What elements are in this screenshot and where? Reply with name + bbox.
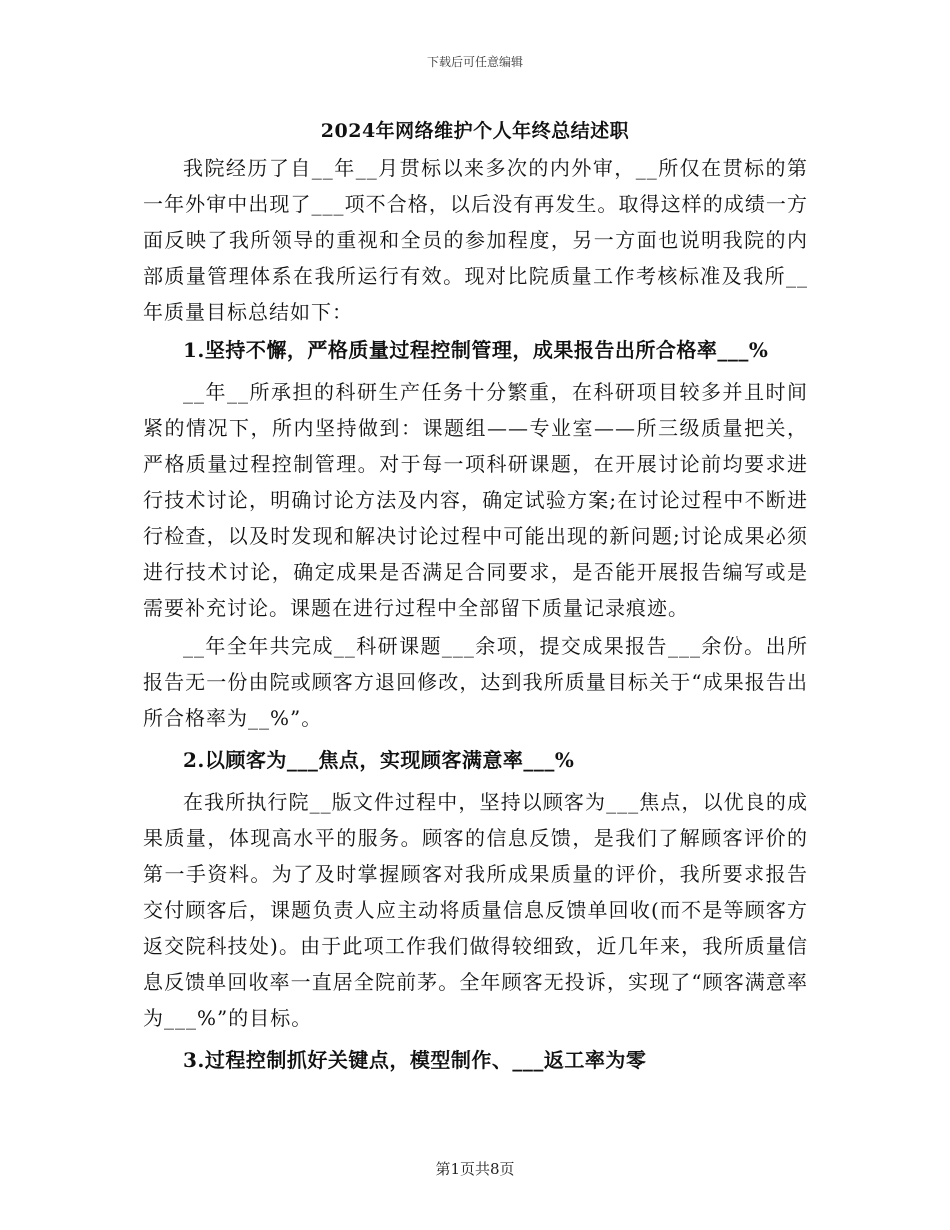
page-indicator: 第1页共8页 [435,1160,515,1178]
intro-paragraph: 我院经历了自__年__月贯标以来多次的内外审，__所仅在贯标的第一年外审中出现了___项不合格，以后没有再发生。取得这样的成绩一方面反映了我所领导的重视和全员的参加程度，另一方面也说明我院的内部质量管理体系在我所运行有效。现对比院质量工作考核标准及我所__年质量目标总结如下： [143,156,808,324]
section-1-heading: 1.坚持不懈，严格质量过程控制管理，成果报告出所合格率___% [183,338,769,362]
header-note: 下载后可任意编辑 [426,55,523,69]
section-1-paragraph-2: __年全年共完成__科研课题___余项，提交成果报告___余份。出所报告无一份由院或顾客方退回修改，达到我所质量目标关于“成果报告出所合格率为__%”。 [143,634,808,730]
document-title: 2024年网络维护个人年终总结述职 [320,120,630,142]
document-body [143,150,808,1084]
section-1-paragraph-1: __年__所承担的科研生产任务十分繁重，在科研项目较多并且时间紧的情况下，所内坚持做到：课题组——专业室——所三级质量把关，严格质量过程控制管理。对于每一项科研课题，在开展讨论前均要求进行技术讨论，明确讨论方法及内容，确定试验方案;在讨论过程中不断进行检查，以及时发现和解决讨论过程中可能出现的新问题;讨论成果必须进行技术讨论，确定成果是否满足合同要求，是否能开展报告编写或是需要补充讨论。课题在进行过程中全部留下质量记录痕迹。 [143,380,808,620]
section-3-heading: 3.过程控制抓好关键点，模型制作、___返工率为零 [183,1048,647,1072]
section-2-heading: 2.以顾客为___焦点，实现顾客满意率___% [183,748,575,772]
section-2-paragraph-1: 在我所执行院__版文件过程中，坚持以顾客为___焦点，以优良的成果质量，体现高水平的服务。顾客的信息反馈，是我们了解顾客评价的第一手资料。为了及时掌握顾客对我所成果质量的评价，我所要求报告交付顾客后，课题负责人应主动将质量信息反馈单回收(而不是等顾客方返交院科技处)。由于此项工作我们做得较细致，近几年来，我所质量信息反馈单回收率一直居全院前茅。全年顾客无投诉，实现了“顾客满意率为___%”的目标。 [143,790,808,1030]
